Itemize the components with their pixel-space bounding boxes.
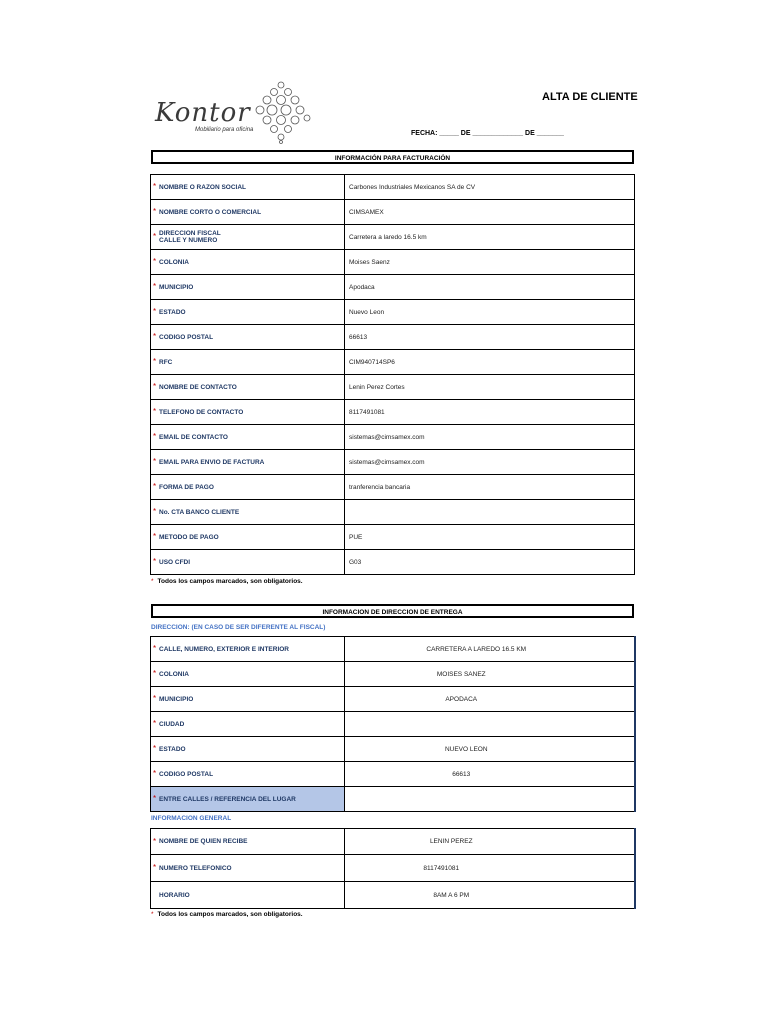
general-info-heading: INFORMACION GENERAL [151,815,232,822]
field-label [151,500,345,525]
form-row [151,882,635,909]
field-label-text: FORMA DE PAGO [159,483,214,491]
required-star: * [153,794,157,804]
field-label-text: ESTADO [159,308,186,316]
field-value[interactable]: Moises Saenz [345,250,635,275]
field-label-text: CODIGO POSTAL [159,770,214,778]
field-label [151,662,345,687]
field-label [151,637,345,662]
required-star: * [153,669,157,679]
field-label-text: NOMBRE DE CONTACTO [159,383,237,391]
field-label-text: DIRECCION FISCAL [159,230,221,237]
field-label-text: ESTADO [159,745,186,753]
required-star: * [153,407,157,417]
required-star: * [153,332,157,342]
field-value[interactable] [345,712,635,737]
required-star: * [153,232,157,242]
field-label-text: No. CTA BANCO CLIENTE [159,508,240,516]
logo-circles-icon [250,80,312,144]
form-row [151,525,635,550]
required-star: * [153,282,157,292]
page-title: ALTA DE CLIENTE [542,91,638,103]
required-star: * [153,719,157,729]
form-row [151,787,635,812]
field-label-text-2: CALLE Y NUMERO [159,237,218,244]
field-label [151,712,345,737]
delivery-subheading: DIRECCION: (EN CASO DE SER DIFERENTE AL FISCAL) [151,624,326,631]
field-label-text: NUMERO TELEFONICO [159,864,232,872]
form-row [151,175,635,200]
form-row [151,737,635,762]
field-label [151,525,345,550]
field-label [151,787,345,812]
field-value[interactable]: NUEVO LEON [345,737,635,762]
field-value[interactable]: 66613 [345,762,635,787]
field-value[interactable]: CIMSAMEX [345,200,635,225]
field-label-text: NOMBRE O RAZON SOCIAL [159,183,247,191]
required-star: * [153,769,157,779]
field-label [151,175,345,200]
field-value[interactable]: Nuevo Leon [345,300,635,325]
field-value[interactable]: Lenin Perez Cortes [345,375,635,400]
field-value[interactable]: tranferencia bancaria [345,475,635,500]
field-label [151,225,345,250]
required-star: * [153,432,157,442]
field-label [151,475,345,500]
form-row [151,275,635,300]
form-row [151,250,635,275]
required-star: * [153,507,157,517]
field-label-text: USO CFDI [159,558,191,566]
form-row [151,662,635,687]
field-value[interactable]: sistemas@cimsamex.com [345,425,635,450]
field-label [151,762,345,787]
field-label [151,250,345,275]
form-row [151,225,635,250]
logo-tagline: Mobiliario para oficina [195,127,254,133]
billing-section-heading: INFORMACIÓN PARA FACTURACIÓN [151,150,634,164]
form-row [151,350,635,375]
field-label-text: MUNICIPIO [159,695,194,703]
field-label-text: ENTRE CALLES / REFERENCIA DEL LUGAR [159,795,296,803]
field-value[interactable]: PUE [345,525,635,550]
field-value[interactable]: Carbones Industriales Mexicanos SA de CV [345,175,635,200]
field-value[interactable]: LENIN PEREZ [345,829,635,855]
field-value[interactable]: 66613 [345,325,635,350]
field-label [151,687,345,712]
required-star: * [153,382,157,392]
form-row [151,762,635,787]
field-label-text: COLONIA [159,258,189,266]
field-value[interactable]: CIM940714SP6 [345,350,635,375]
field-label-text: EMAIL PARA ENVIO DE FACTURA [159,458,265,466]
date-line: FECHA: _____ DE _____________ DE _______ [411,130,564,137]
field-label-text: EMAIL DE CONTACTO [159,433,228,441]
field-label [151,350,345,375]
field-label [151,737,345,762]
field-label-text: TELEFONO DE CONTACTO [159,408,244,416]
field-label-text: COLONIA [159,670,189,678]
field-label-text: NOMBRE DE QUIEN RECIBE [159,838,248,845]
required-star: * [153,744,157,754]
required-star: * [153,457,157,467]
delivery-section-heading: INFORMACION DE DIRECCION DE ENTREGA [151,604,634,618]
field-label-text: CIUDAD [159,720,185,728]
field-label-text: METODO DE PAGO [159,533,219,541]
required-star: * [153,182,157,192]
form-row [151,200,635,225]
field-label-text: CODIGO POSTAL [159,333,214,341]
field-label-text: RFC [159,358,173,366]
billing-table [150,174,635,575]
required-star: * [153,863,157,873]
form-row [151,500,635,525]
field-label-text: MUNICIPIO [159,283,194,291]
company-logo [155,80,315,144]
field-label [151,425,345,450]
form-row [151,400,635,425]
required-star: * [153,257,157,267]
field-label-text: CALLE, NUMERO, EXTERIOR E INTERIOR [159,645,290,653]
form-row [151,475,635,500]
form-row [151,637,635,662]
required-star: * [153,307,157,317]
field-value[interactable]: MOISES SANEZ [345,662,635,687]
general-info-table [150,828,636,909]
required-star: * [153,836,157,846]
form-row [151,375,635,400]
field-label [151,275,345,300]
field-label [151,855,345,882]
field-value[interactable]: Apodaca [345,275,635,300]
field-value[interactable]: Carretera a laredo 16.5 km [345,225,635,250]
form-row [151,425,635,450]
logo-wordmark: Kontor [155,98,251,128]
field-value[interactable]: sistemas@cimsamex.com [345,450,635,475]
field-value[interactable] [345,787,635,812]
field-label [151,882,345,909]
field-label [151,375,345,400]
field-label [151,829,345,855]
form-row [151,687,635,712]
field-value[interactable]: 8117491081 [345,400,635,425]
form-row [151,855,635,882]
field-value[interactable]: APODACA [345,687,635,712]
field-value[interactable]: 8117491081 [345,855,635,882]
billing-required-note: * Todos los campos marcados, son obligatorios. [151,578,303,585]
field-label [151,450,345,475]
required-star: * [153,532,157,542]
required-star: * [153,694,157,704]
field-label [151,400,345,425]
required-star: * [153,207,157,217]
field-label [151,200,345,225]
field-value[interactable] [345,500,635,525]
form-row [151,300,635,325]
field-value[interactable]: G03 [345,550,635,575]
form-row [151,712,635,737]
field-value[interactable]: CARRETERA A LAREDO 16.5 KM [345,637,635,662]
field-label [151,550,345,575]
form-row [151,325,635,350]
field-label-text: NOMBRE CORTO O COMERCIAL [159,208,262,216]
required-star: * [153,482,157,492]
field-label-text: HORARIO [159,891,190,899]
form-row [151,450,635,475]
field-label [151,325,345,350]
delivery-table [150,636,636,812]
form-row [151,829,635,855]
form-row [151,550,635,575]
delivery-required-note: * Todos los campos marcados, son obligatorios. [151,911,303,918]
field-label [151,300,345,325]
required-star: * [153,357,157,367]
required-star: * [153,557,157,567]
required-star: * [153,644,157,654]
field-value[interactable]: 8AM A 6 PM [345,882,635,909]
